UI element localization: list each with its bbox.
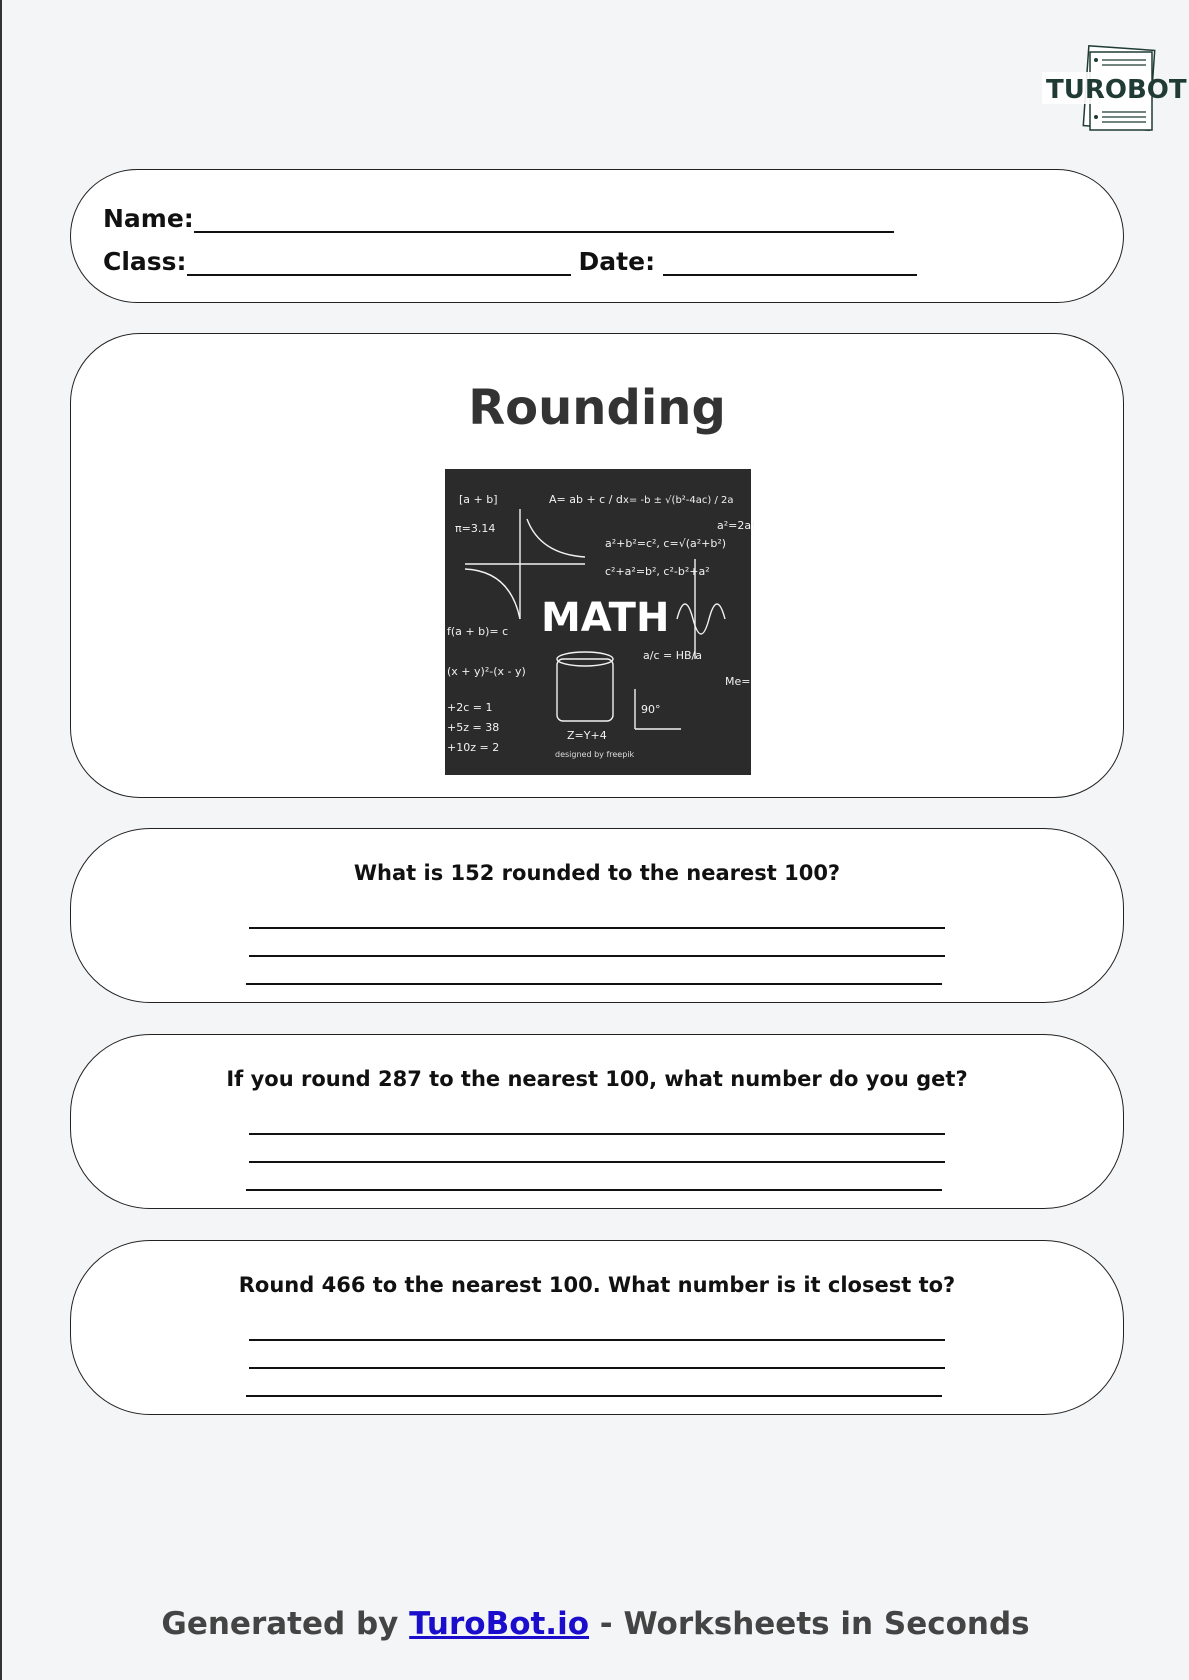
answer-line[interactable] <box>246 1189 942 1191</box>
question-box-3 <box>70 1240 1124 1415</box>
worksheet-title: Rounding <box>468 380 726 436</box>
math-chalkboard-image <box>445 469 756 775</box>
image-credit: designed by freepik <box>555 750 635 759</box>
date-line[interactable] <box>663 250 917 276</box>
svg-text:+10z = 2: +10z = 2 <box>447 741 500 754</box>
turobot-link[interactable]: TuroBot.io <box>409 1606 590 1642</box>
date-label: Date: <box>578 247 656 276</box>
svg-text:+5z = 38: +5z = 38 <box>447 721 500 734</box>
answer-line[interactable] <box>249 1133 945 1135</box>
svg-text:f(a + b)= c: f(a + b)= c <box>447 625 509 638</box>
svg-text:Me=: Me= <box>725 675 751 688</box>
class-line[interactable] <box>187 250 571 276</box>
svg-text:A= ab + c / d: A= ab + c / d <box>549 493 623 506</box>
question-text-1: What is 152 rounded to the nearest 100? <box>353 861 841 885</box>
svg-text:x= -b ± √(b²-4ac) / 2a: x= -b ± √(b²-4ac) / 2a <box>623 495 734 506</box>
svg-text:[a + b]: [a + b] <box>459 493 498 506</box>
answer-line[interactable] <box>249 1161 945 1163</box>
class-label: Class: <box>103 247 187 276</box>
answer-line[interactable] <box>249 955 945 957</box>
answer-line[interactable] <box>246 1395 942 1397</box>
name-field[interactable] <box>103 204 894 233</box>
svg-text:a²+b²=c², c=√(a²+b²): a²+b²=c², c=√(a²+b²) <box>605 537 727 550</box>
answer-line[interactable] <box>249 1367 945 1369</box>
footer-prefix: Generated by <box>161 1606 410 1642</box>
question-box-2 <box>70 1034 1124 1209</box>
svg-text:90°: 90° <box>641 703 661 716</box>
class-date-row <box>103 247 917 276</box>
student-info-box <box>70 169 1124 303</box>
answer-line[interactable] <box>246 983 942 985</box>
svg-text:Z=Y+4: Z=Y+4 <box>567 729 607 742</box>
answer-line[interactable] <box>249 1339 945 1341</box>
name-label: Name: <box>103 204 194 233</box>
footer-suffix: - Worksheets in Seconds <box>589 1606 1030 1642</box>
svg-text:(x + y)²-(x - y): (x + y)²-(x - y) <box>447 665 526 678</box>
answer-line[interactable] <box>249 927 945 929</box>
name-line[interactable] <box>194 207 894 233</box>
question-box-1 <box>70 828 1124 1003</box>
svg-text:π=3.14: π=3.14 <box>455 522 496 535</box>
svg-text:a/c = HB/a: a/c = HB/a <box>643 649 702 662</box>
svg-text:+2c = 1: +2c = 1 <box>447 701 493 714</box>
question-text-3: Round 466 to the nearest 100. What number is it closest to? <box>238 1273 956 1297</box>
turobot-logo <box>1038 44 1187 136</box>
svg-text:a²=2a!: a²=2a! <box>717 519 756 532</box>
title-box <box>70 333 1124 798</box>
svg-text:c²+a²=b², c²-b²+a²: c²+a²=b², c²-b²+a² <box>605 565 710 578</box>
math-word: MATH <box>541 595 670 641</box>
question-text-2: If you round 287 to the nearest 100, what number do you get? <box>226 1067 968 1091</box>
logo-text: TUROBOT <box>1046 75 1187 105</box>
footer <box>2 1606 1189 1642</box>
